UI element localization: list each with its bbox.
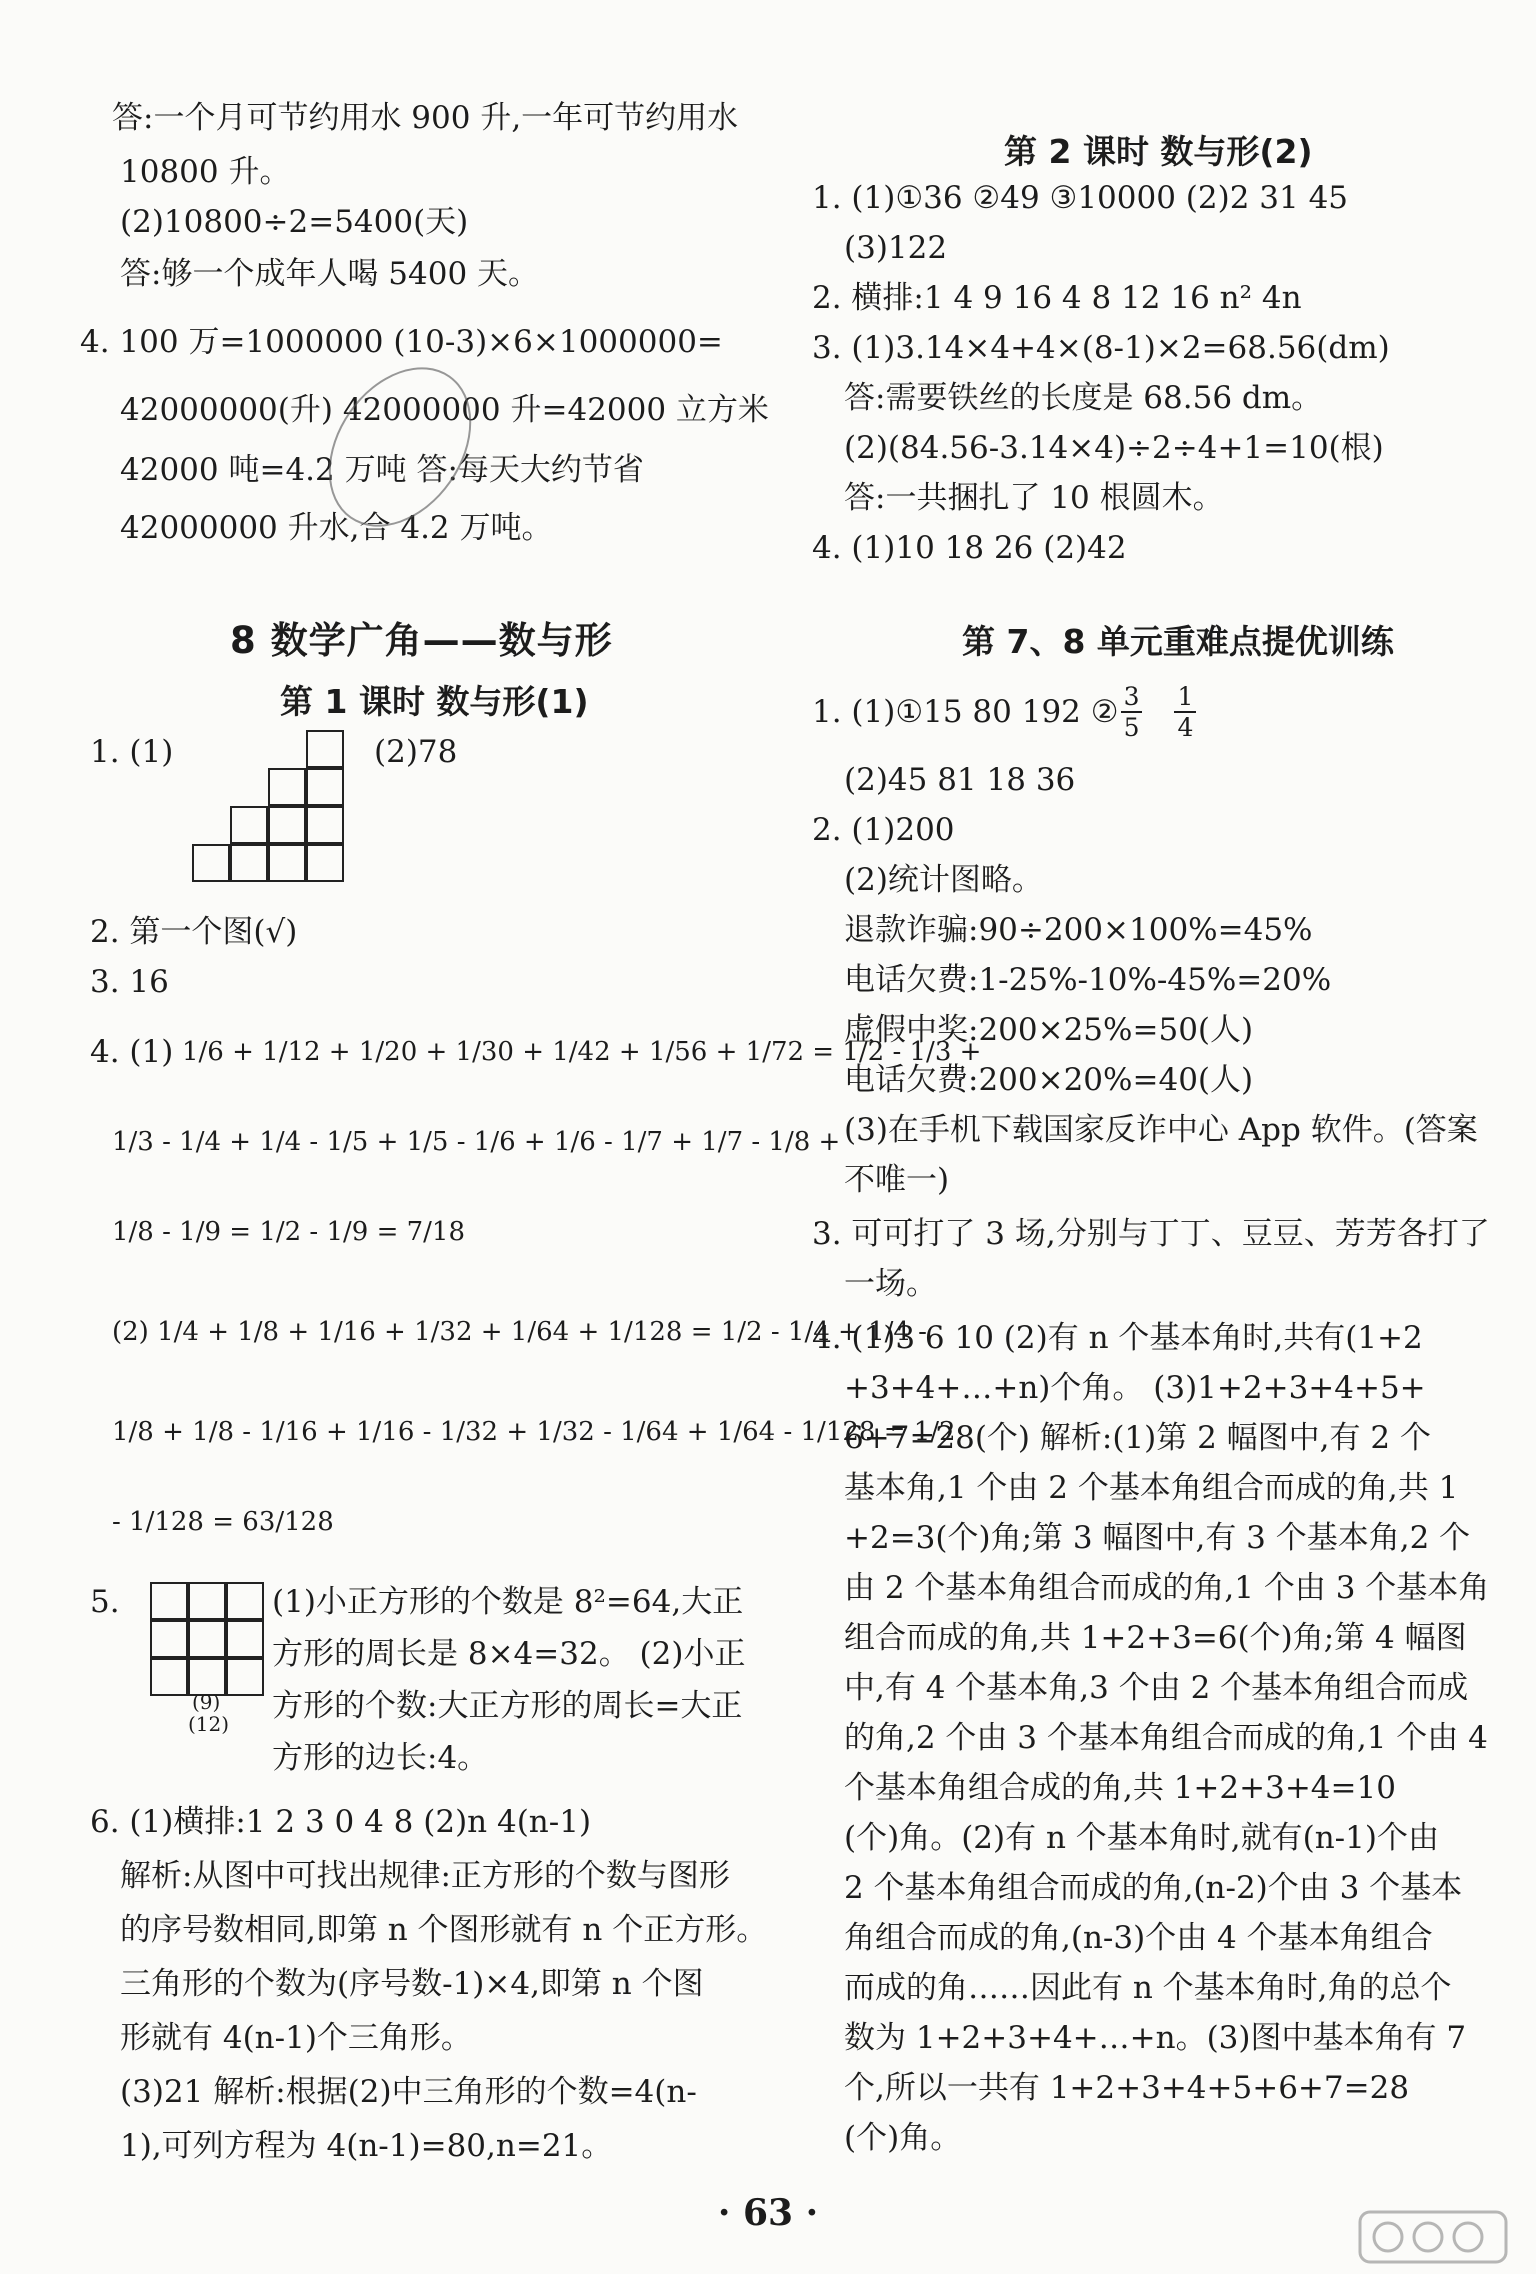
section-title: 第 7、8 单元重难点提优训练 [962, 622, 1394, 661]
text-line: 方形的个数:大正方形的周长=大正 [272, 1688, 743, 1724]
watermark-logo [1358, 2210, 1508, 2272]
square-grid-figure [150, 1582, 270, 1702]
text-line: 退款诈骗:90÷200×100%=45% [844, 912, 1313, 948]
text-line: 3. (1)3.14×4+4×(8-1)×2=68.56(dm) [812, 330, 1390, 366]
text-line: 42000000(升) 42000000 升=42000 立方米 [120, 392, 769, 428]
text-line: 电话欠费:1-25%-10%-45%=20% [844, 962, 1332, 998]
fraction: $\frac{1}{4}$ [1174, 684, 1196, 740]
text-line: 的序号数相同,即第 n 个图形就有 n 个正方形。 [120, 1912, 768, 1948]
fraction-answer-line [812, 672, 1198, 752]
question-label: 5. [90, 1584, 120, 1620]
text-line: 答:需要铁丝的长度是 68.56 dm。 [844, 380, 1323, 416]
unit-title: 8 数学广角——数与形 [230, 619, 613, 662]
text-line: 2 个基本角组合而成的角,(n-2)个由 3 个基本 [844, 1870, 1463, 1906]
text-line: 不唯一) [844, 1162, 950, 1198]
fraction-line: 1/8 + 1/8 - 1/16 + 1/16 - 1/32 + 1/32 - 1/64 + 1/64 - 1/128 = 1/2 [112, 1417, 956, 1447]
text-line: 答:一共捆扎了 10 根圆木。 [844, 480, 1224, 516]
text-line: 1. (1)①36 ②49 ③10000 (2)2 31 45 [812, 180, 1349, 216]
text-line: +3+4+…+n)个角。 (3)1+2+3+4+5+ [844, 1370, 1426, 1406]
text-line: 一场。 [844, 1266, 937, 1302]
text-line: 组合而成的角,共 1+2+3=6(个)角;第 4 幅图 [844, 1620, 1467, 1656]
text-line: (2)45 81 18 36 [844, 762, 1076, 798]
staircase-figure [192, 730, 352, 890]
text-line: 形就有 4(n-1)个三角形。 [120, 2020, 472, 2056]
text-line: 方形的周长是 8×4=32。 (2)小正 [272, 1636, 746, 1672]
figure-mark: (12) [188, 1712, 230, 1736]
text-line: 42000000 升水,合 4.2 万吨。 [120, 510, 553, 546]
text-line: 4. (1)10 18 26 (2)42 [812, 530, 1127, 566]
lesson-title: 第 1 课时 数与形(1) [280, 682, 589, 721]
text-line: 答:够一个成年人喝 5400 天。 [120, 256, 540, 292]
text-line: 6+7=28(个) 解析:(1)第 2 幅图中,有 2 个 [844, 1420, 1431, 1456]
fraction: $\frac{3}{5}$ [1121, 684, 1143, 740]
question-label: 4. (1) [90, 1034, 174, 1070]
text-line: 中,有 4 个基本角,3 个由 2 个基本角组合而成 [844, 1670, 1469, 1706]
text-line: 2. 横排:1 4 9 16 4 8 12 16 n² 4n [812, 280, 1302, 316]
text-line: 10800 升。 [120, 154, 291, 190]
text-line: 4. (1)3 6 10 (2)有 n 个基本角时,共有(1+2 [812, 1320, 1423, 1356]
text-line: (2)(84.56-3.14×4)÷2÷4+1=10(根) [844, 430, 1384, 466]
text-line: +2=3(个)角;第 3 幅图中,有 3 个基本角,2 个 [844, 1520, 1471, 1556]
text-line: 的角,2 个由 3 个基本角组合而成的角,1 个由 4 [844, 1720, 1488, 1756]
text-line: 由 2 个基本角组合而成的角,1 个由 3 个基本角 [844, 1570, 1490, 1606]
text-line: (个)角。(2)有 n 个基本角时,就有(n-1)个由 [844, 1820, 1439, 1856]
text-line: (3)122 [844, 230, 948, 266]
text-line: 4. 100 万=1000000 (10-3)×6×1000000= [80, 324, 723, 360]
fraction-line: 1/6 + 1/12 + 1/20 + 1/30 + 1/42 + 1/56 + 1/72 = 1/2 - 1/3 + [182, 1037, 982, 1067]
text-line: (个)角。 [844, 2120, 962, 2156]
fraction-line: (2) 1/4 + 1/8 + 1/16 + 1/32 + 1/64 + 1/128 = 1/2 - 1/4 + 1/4 - [112, 1317, 927, 1347]
text-line: 电话欠费:200×20%=40(人) [844, 1062, 1254, 1098]
text-line: 虚假中奖:200×25%=50(人) [844, 1012, 1254, 1048]
text-line: 数为 1+2+3+4+…+n。(3)图中基本角有 7 [844, 2020, 1467, 2056]
answer-text: (2)78 [374, 734, 458, 770]
text-line: (2)统计图略。 [844, 862, 1043, 898]
text-line: 1),可列方程为 4(n-1)=80,n=21。 [120, 2128, 613, 2164]
watermark-icon [1358, 2210, 1508, 2264]
text-line: 而成的角……因此有 n 个基本角时,角的总个 [844, 1970, 1452, 2006]
text-line: 方形的边长:4。 [272, 1740, 489, 1776]
text-line: (3)21 解析:根据(2)中三角形的个数=4(n- [120, 2074, 697, 2110]
text-line: 基本角,1 个由 2 个基本角组合而成的角,共 1 [844, 1470, 1459, 1506]
text-line: 解析:从图中可找出规律:正方形的个数与图形 [120, 1858, 730, 1894]
fraction-line: - 1/128 = 63/128 [112, 1507, 334, 1537]
page-number: · 63 · [717, 2192, 819, 2234]
text-line: 个,所以一共有 1+2+3+4+5+6+7=28 [844, 2070, 1410, 2106]
lesson-title: 第 2 课时 数与形(2) [1004, 132, 1313, 171]
text-line: (2)10800÷2=5400(天) [120, 204, 469, 240]
text-line: 个基本角组合成的角,共 1+2+3+4=10 [844, 1770, 1396, 1806]
text-line: (3)在手机下载国家反诈中心 App 软件。(答案 [844, 1112, 1478, 1148]
text-line: 三角形的个数为(序号数-1)×4,即第 n 个图 [120, 1966, 704, 2002]
answer-text: 3. 16 [90, 964, 169, 1000]
text-line: 答:一个月可节约用水 900 升,一年可节约用水 [112, 100, 739, 136]
text-line: 6. (1)横排:1 2 3 0 4 8 (2)n 4(n-1) [90, 1804, 592, 1840]
fraction-line: 1/8 - 1/9 = 1/2 - 1/9 = 7/18 [112, 1217, 466, 1247]
answer-text: 2. 第一个图(√) [90, 914, 298, 950]
question-label: 1. (1) [90, 734, 174, 770]
text-line: (1)小正方形的个数是 8²=64,大正 [272, 1584, 744, 1620]
text-line: 角组合而成的角,(n-3)个由 4 个基本角组合 [844, 1920, 1433, 1956]
text-line: 3. 可可打了 3 场,分别与丁丁、豆豆、芳芳各打了 [812, 1216, 1490, 1252]
text-line: 1. (1)①15 80 192 ② [812, 694, 1119, 730]
text-line: 42000 吨=4.2 万吨 答:每天大约节省 [120, 452, 644, 488]
text-line: 2. (1)200 [812, 812, 955, 848]
fraction-line: 1/3 - 1/4 + 1/4 - 1/5 + 1/5 - 1/6 + 1/6 - 1/7 + 1/7 - 1/8 + [112, 1127, 841, 1157]
figure-mark: (9) [192, 1690, 221, 1714]
